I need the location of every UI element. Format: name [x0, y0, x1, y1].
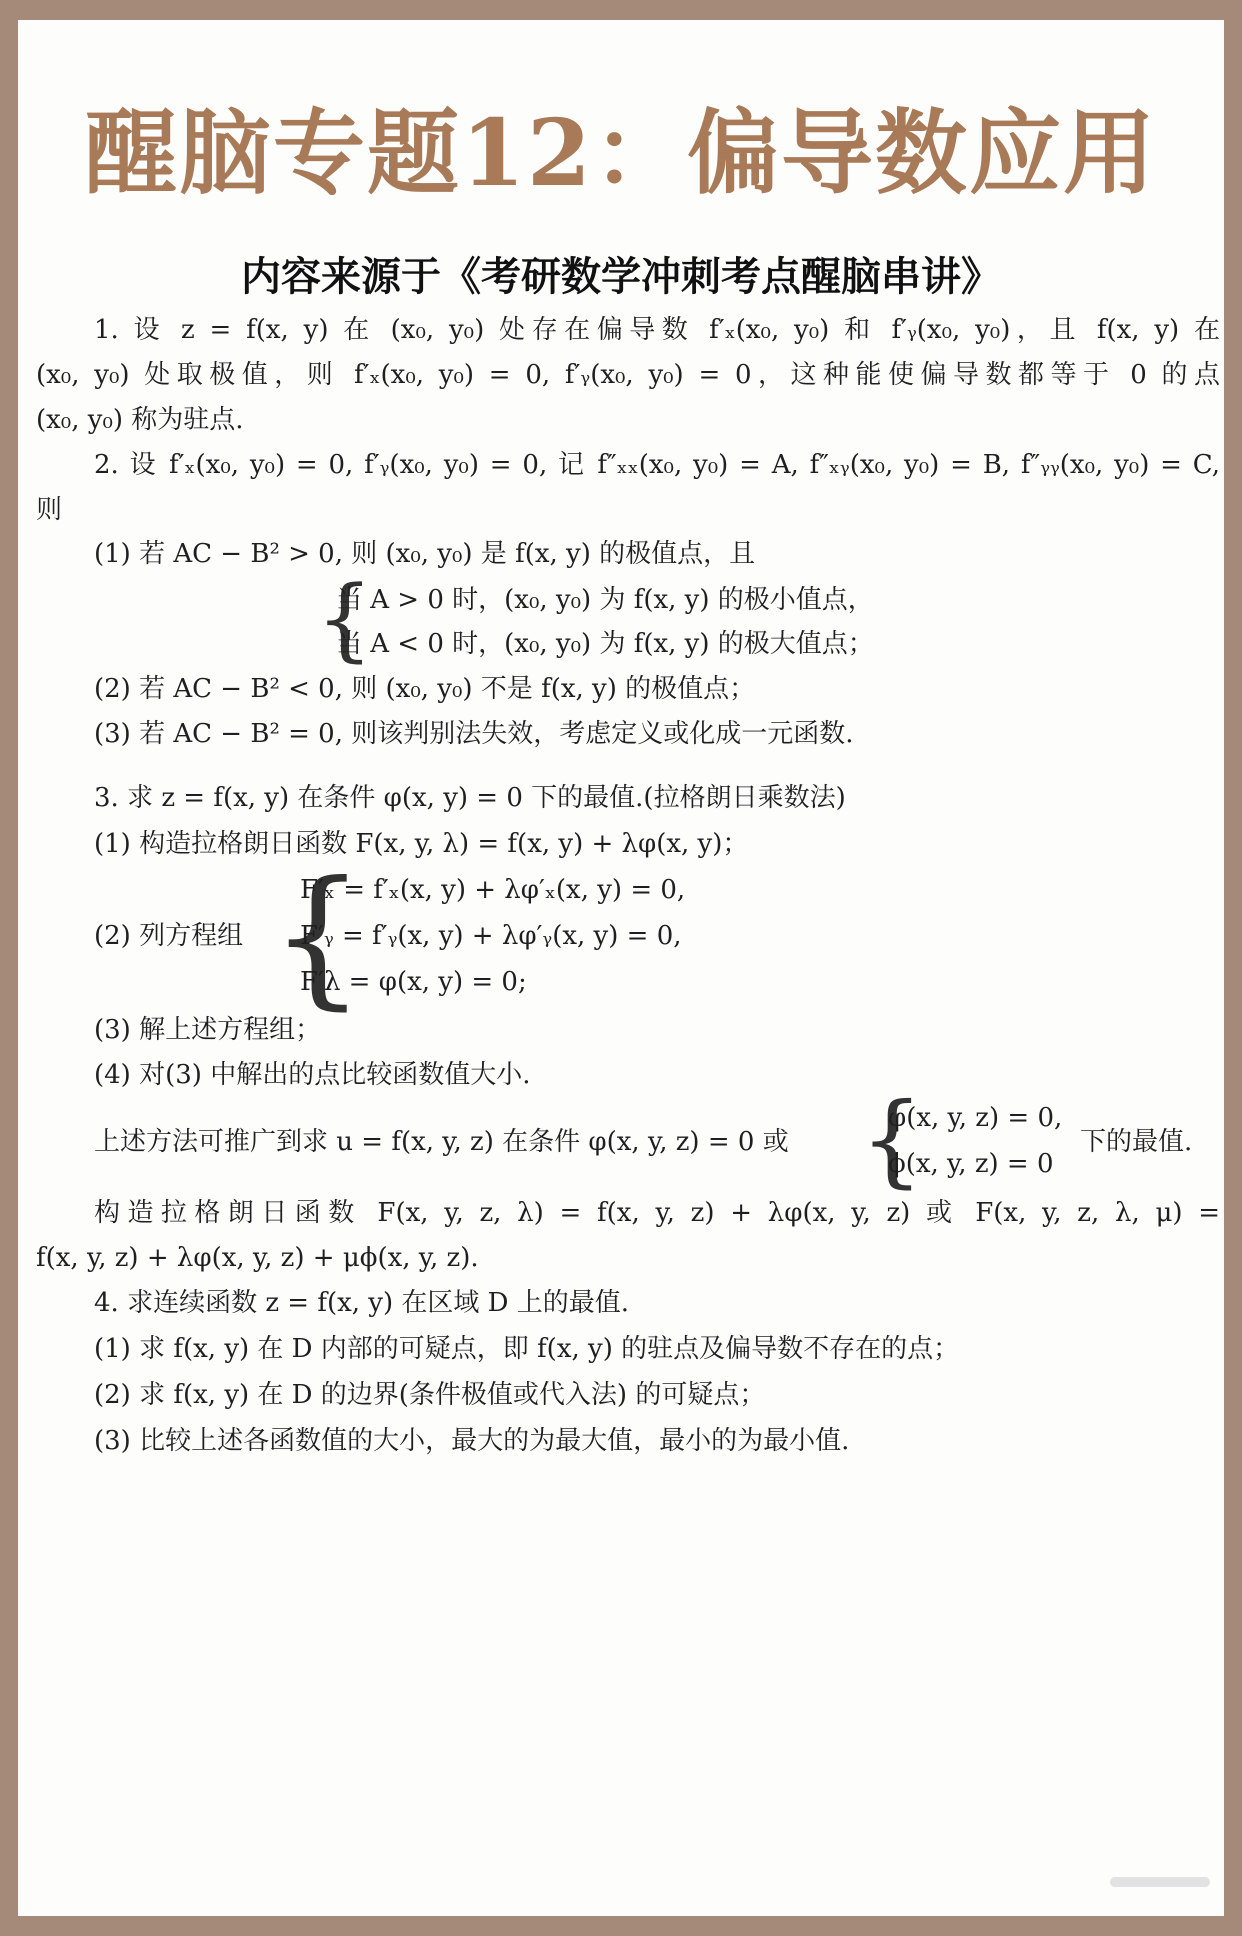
section4-step3: (3) 比较上述各函数值的大小，最大的为最大值，最小的为最小值.: [94, 1426, 850, 1456]
section1-line2: (x₀, y₀) 处取极值，则 f′ₓ(x₀, y₀) = 0, f′ᵧ(x₀, y₀) = 0，这种能使偏导数都等于 0 的点: [36, 360, 1220, 390]
section2-line1: 2. 设 f′ₓ(x₀, y₀) = 0, f′ᵧ(x₀, y₀) = 0, 记 f″ₓₓ(x₀, y₀) = A, f″ₓᵧ(x₀, y₀) = B, f″ᵧᵧ(x₀, y₀) = C,: [94, 450, 1220, 480]
condition-1: φ(x, y, z) = 0,: [888, 1103, 1063, 1133]
section2-line2: 则: [36, 495, 63, 525]
section3-lagrange-line1: 构造拉格朗日函数 F(x, y, z, λ) = f(x, y, z) + λφ(x, y, z) 或 F(x, y, z, λ, μ) =: [94, 1198, 1220, 1228]
section3-generalize: 上述方法可推广到求 u = f(x, y, z) 在条件 φ(x, y, z) = 0 或: [94, 1127, 789, 1157]
condition-brace: {: [860, 1081, 924, 1198]
system-brace: {: [270, 850, 366, 1024]
section3-step3: (3) 解上述方程组；: [94, 1015, 322, 1045]
section1-line1: 1. 设 z = f(x, y) 在 (x₀, y₀) 处存在偏导数 f′ₓ(x₀, y₀) 和 f′ᵧ(x₀, y₀)，且 f(x, y) 在: [94, 315, 1220, 345]
scroll-indicator[interactable]: [1110, 1877, 1210, 1887]
section2-case1-max: 当 A < 0 时，(x₀, y₀) 为 f(x, y) 的极大值点；: [336, 629, 874, 659]
case-brace: {: [316, 567, 374, 672]
section3-step1: (1) 构造拉格朗日函数 F(x, y, λ) = f(x, y) + λφ(x, y)；: [94, 829, 749, 859]
system-eq3: F′λ = φ(x, y) = 0;: [300, 967, 527, 997]
section2-case1-min: 当 A > 0 时，(x₀, y₀) 为 f(x, y) 的极小值点，: [336, 585, 874, 615]
page-subtitle: 内容来源于《考研数学冲刺考点醒脑串讲》: [241, 253, 1001, 300]
section4-step1: (1) 求 f(x, y) 在 D 内部的可疑点，即 f(x, y) 的驻点及偏导数不存在的点；: [94, 1334, 960, 1364]
section1-line3: (x₀, y₀) 称为驻点.: [36, 405, 244, 435]
section2-case2: (2) 若 AC − B² < 0, 则 (x₀, y₀) 不是 f(x, y) 的极值点；: [94, 674, 756, 704]
section3-line1: 3. 求 z = f(x, y) 在条件 φ(x, y) = 0 下的最值.(拉格朗日乘数法): [94, 783, 846, 813]
condition-2: ϕ(x, y, z) = 0: [888, 1149, 1054, 1179]
section2-case3: (3) 若 AC − B² = 0, 则该判别法失效，考虑定义或化成一元函数.: [94, 719, 854, 749]
section4-line1: 4. 求连续函数 z = f(x, y) 在区域 D 上的最值.: [94, 1288, 630, 1318]
section3-generalize-end: 下的最值.: [1080, 1127, 1193, 1157]
document-page: [18, 20, 1224, 1916]
system-eq1: F′ₓ = f′ₓ(x, y) + λφ′ₓ(x, y) = 0,: [300, 875, 686, 905]
section2-case1: (1) 若 AC − B² > 0, 则 (x₀, y₀) 是 f(x, y) 的极值点，且: [94, 539, 756, 569]
system-eq2: F′ᵧ = f′ᵧ(x, y) + λφ′ᵧ(x, y) = 0,: [300, 921, 682, 951]
section4-step2: (2) 求 f(x, y) 在 D 的边界(条件极值或代入法) 的可疑点；: [94, 1380, 766, 1410]
section3-step4: (4) 对(3) 中解出的点比较函数值大小.: [94, 1060, 531, 1090]
section3-step2-label: (2) 列方程组: [94, 921, 244, 951]
section3-lagrange-line2: f(x, y, z) + λφ(x, y, z) + μϕ(x, y, z).: [36, 1243, 479, 1273]
content-body: [18, 20, 1224, 1916]
page-title: 醒脑专题12：偏导数应用: [84, 99, 1158, 207]
